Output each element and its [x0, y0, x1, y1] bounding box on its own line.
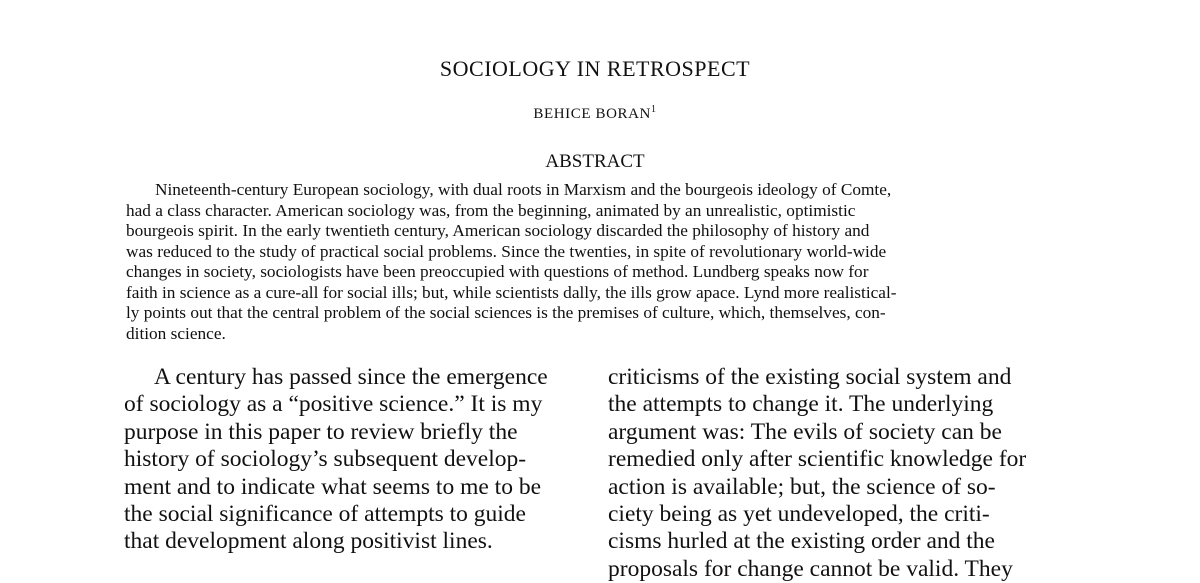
author-name: BEHICE BORAN [533, 106, 651, 122]
author-line [0, 106, 1190, 123]
abstract-line: faith in science as a cure-all for social ills; but, while scientists dally, the ills grow apace. Lynd more realistical- [126, 282, 897, 302]
body-line: that development along positivist lines. [124, 528, 493, 555]
abstract-line: ly points out that the central problem of the social sciences is the premises of culture, which, themselves, con- [126, 303, 886, 322]
abstract-line: dition science. [126, 323, 226, 343]
body-line: ment and to indicate what seems to me to be [124, 473, 542, 500]
abstract-line: was reduced to the study of practical social problems. Since the twenties, in spite of revolutionary world-wide [126, 241, 887, 261]
body-line: cisms hurled at the existing order and the [608, 528, 995, 555]
body-line: remedied only after scientific knowledge for [608, 446, 1027, 473]
body-line: A century has passed since the emergence [154, 364, 548, 390]
body-line: argument was: The evils of society can be [608, 418, 1002, 445]
body-line: of sociology as a “positive science.” It is my [124, 391, 543, 418]
author-footnote-marker: 1 [651, 104, 657, 115]
abstract-line: bourgeois spirit. In the early twentieth century, American sociology discarded the philosophy of history and [126, 221, 870, 240]
body-line: history of sociology’s subsequent develop- [124, 446, 527, 473]
abstract-line: changes in society, sociologists have been preoccupied with questions of method. Lundberg speaks now for [126, 262, 869, 281]
body-line: ciety being as yet undeveloped, the criti- [608, 501, 990, 528]
body-line: the attempts to change it. The underlying [608, 391, 994, 418]
body-line: proposals for change cannot be valid. They [608, 555, 1013, 582]
body-line: action is available; but, the science of so- [608, 473, 996, 500]
body-column-right [608, 364, 1064, 583]
abstract-line: had a class character. American sociology was, from the beginning, animated by an unrealistic, optimistic [126, 200, 856, 220]
abstract-text [126, 180, 1066, 344]
body-line: purpose in this paper to review briefly the [124, 418, 518, 445]
body-line: criticisms of the existing social system and [608, 364, 1012, 390]
body-line: the social significance of attempts to guide [124, 501, 526, 528]
paper-title: SOCIOLOGY IN RETROSPECT [439, 56, 751, 81]
abstract-line: Nineteenth-century European sociology, with dual roots in Marxism and the bourgeois ideology of Comte, [155, 180, 892, 199]
body-column-left [124, 364, 580, 556]
abstract-heading: ABSTRACT [545, 151, 645, 172]
